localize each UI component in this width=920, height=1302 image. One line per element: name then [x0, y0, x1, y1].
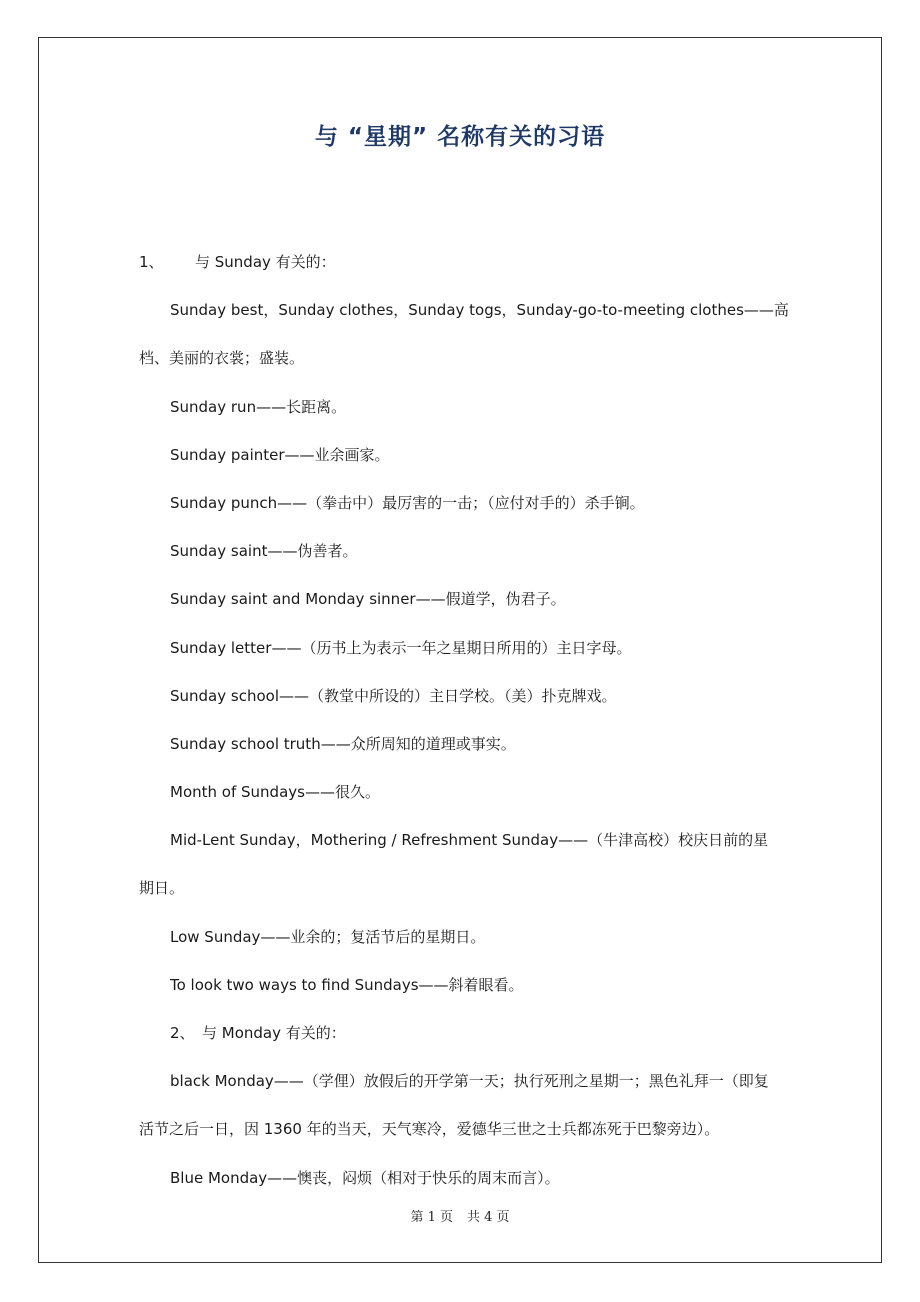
- idiom-line: To look two ways to find Sundays——斜着眼看。: [170, 975, 524, 994]
- idiom-line: Low Sunday——业余的；复活节后的星期日。: [170, 927, 486, 946]
- page-total: 共 4 页: [467, 1210, 510, 1225]
- idiom-line: Sunday school——（教堂中所设的）主日学校。（美）扑克牌戏。: [170, 686, 617, 705]
- section-number: 1、: [139, 253, 164, 271]
- section-heading-sunday: [139, 238, 784, 286]
- document-body: [139, 238, 789, 1202]
- idiom-line: Sunday saint and Monday sinner——假道学，伪君子。: [170, 590, 566, 609]
- document-title: 与 “星期” 名称有关的习语: [314, 124, 606, 150]
- idiom-line-continued: 档、美丽的衣裳；盛装。: [139, 349, 305, 368]
- idiom-line: Sunday letter——（历书上为表示一年之星期日所用的）主日字母。: [170, 638, 632, 657]
- idiom-line: Sunday punch——（拳击中）最厉害的一击；（应付对手的）杀手锏。: [170, 493, 645, 512]
- idiom-line: Month of Sundays——很久。: [170, 783, 380, 802]
- idiom-line: Blue Monday——懊丧，闷烦（相对于快乐的周末而言）。: [170, 1168, 560, 1187]
- section-heading-monday: [139, 1009, 784, 1057]
- idiom-line: Sunday school truth——众所周知的道理或事实。: [170, 734, 516, 753]
- idiom-line-continued: 期日。: [139, 879, 185, 898]
- idiom-line: black Monday——（学俚）放假后的开学第一天；执行死刑之星期一；黑色礼拜一（即复: [170, 1072, 769, 1091]
- section-title: 与 Monday 有关的：: [202, 1024, 346, 1042]
- section-number: 2、: [170, 1024, 195, 1042]
- page-number: 第 1 页: [410, 1210, 453, 1225]
- idiom-line: Sunday run——长距离。: [170, 397, 347, 416]
- idiom-line-continued: 活节之后一日，因 1360 年的当天，天气寒冷，爱德华三世之士兵都冻死于巴黎旁边）。: [139, 1120, 720, 1139]
- idiom-line: Mid-Lent Sunday，Mothering / Refreshment Sunday——（牛津高校）校庆日前的星: [170, 831, 769, 850]
- idiom-line: Sunday painter——业余画家。: [170, 445, 390, 464]
- section-title: 与 Sunday 有关的：: [195, 253, 336, 271]
- page-footer: [0, 1206, 920, 1225]
- idiom-line: Sunday best，Sunday clothes，Sunday togs，Sunday-go-to-meeting clothes——高: [170, 301, 789, 320]
- idiom-line: Sunday saint——伪善者。: [170, 542, 358, 561]
